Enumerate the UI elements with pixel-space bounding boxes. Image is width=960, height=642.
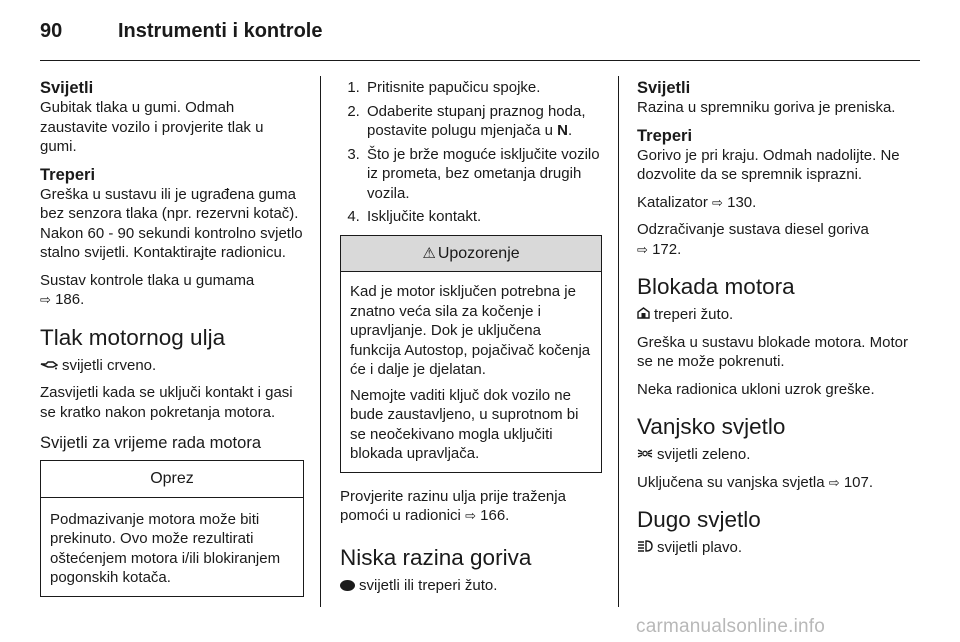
reference-page[interactable]: 186. bbox=[55, 291, 85, 308]
subsection-title: Svijetli za vrijeme rada motora bbox=[40, 434, 261, 452]
treperi-text: Greška u sustavu ili je ugrađena guma bez senzora tlaka (npr. rezervni kotač). Nakon 60 - 90 sekundi kontrolno svjetlo stalno svijetli. Kontaktirajte radionicu. bbox=[40, 185, 303, 261]
high-beam-indicator-line bbox=[637, 538, 920, 558]
lights-page[interactable]: 107. bbox=[843, 473, 874, 491]
catalyst-text: Katalizator bbox=[637, 193, 708, 211]
high-beam-indicator-text: svijetli plavo. bbox=[657, 539, 743, 556]
column-2 bbox=[340, 78, 602, 603]
page-ref-icon: ⇨ bbox=[465, 508, 476, 523]
warning-icon: ⚠ bbox=[422, 244, 436, 262]
fuel-indicator-text: svijetli ili treperi žuto. bbox=[359, 576, 498, 594]
check-text: Provjerite razinu ulja prije traženja pomoći u radionici bbox=[340, 487, 566, 524]
immobilizer-indicator-line bbox=[637, 305, 920, 325]
immobilizer-text-2: Neka radionica ukloni uzrok greške. bbox=[637, 380, 875, 398]
immobilizer-indicator-text: treperi žuto. bbox=[654, 306, 734, 323]
watermark: carmanualsonline.info bbox=[636, 616, 826, 637]
caution-text: Podmazivanje motora može biti prekinuto. Ovo može rezultirati oštećenjem motora i/ili blokiranjem pogonskih kotača. bbox=[50, 510, 281, 586]
page-number: 90 bbox=[40, 20, 63, 42]
oil-indicator-line bbox=[40, 356, 304, 376]
header-rule bbox=[40, 60, 920, 61]
page-header bbox=[40, 20, 920, 50]
treperi-heading: Treperi bbox=[40, 165, 96, 184]
warning-box bbox=[340, 235, 602, 473]
treperi-text: Gorivo je pri kraju. Odmah nadolijte. Ne dozvolite da se spremnik isprazni. bbox=[637, 146, 900, 183]
lights-text: Uključena su vanjska svjetla bbox=[637, 473, 825, 491]
fuel-dot-icon bbox=[340, 580, 355, 591]
reference-text: Sustav kontrole tlaka u gumama bbox=[40, 271, 255, 289]
section-title-low-fuel: Niska razina goriva bbox=[340, 544, 532, 570]
page-ref-icon: ⇨ bbox=[828, 474, 840, 490]
lights-reference bbox=[637, 473, 920, 493]
caution-title: Oprez bbox=[41, 461, 303, 498]
step-item: 3. Što je brže moguće isključite vozilo iz prometa, bez ometanja drugih vozila. bbox=[364, 145, 602, 204]
step-item: 1. Pritisnite papučicu spojke. bbox=[364, 78, 602, 98]
warning-text-2: Nemojte vaditi ključ dok vozilo ne bude zaustavljeno, u suprotnom bi se neočekivano mogla uključiti blokada upravljača. bbox=[350, 386, 579, 462]
catalyst-reference bbox=[637, 193, 920, 213]
page-ref-icon: ⇨ bbox=[637, 241, 648, 257]
section-title-immobilizer: Blokada motora bbox=[637, 274, 795, 299]
section-title-oil-pressure: Tlak motornog ulja bbox=[40, 324, 226, 350]
step-text: Odaberite stupanj praznog hoda, postavite polugu mjenjača u bbox=[367, 102, 586, 139]
page-title: Instrumenti i kontrole bbox=[118, 20, 323, 42]
page-ref-icon: ⇨ bbox=[712, 194, 723, 210]
warning-text-1: Kad je motor isključen potrebna je znatno veća sila za kočenje i upravljanje. Dok je uključena funkcija Autostop, pojačivač kočenja će i dalje je djelatan. bbox=[350, 283, 591, 378]
fuel-indicator-line bbox=[340, 576, 602, 596]
section-title-exterior-light: Vanjsko svjetlo bbox=[637, 414, 786, 439]
oil-check-text bbox=[340, 487, 602, 526]
bleeding-page[interactable]: 172. bbox=[652, 240, 682, 258]
catalyst-page[interactable]: 130. bbox=[727, 193, 757, 211]
warning-title: Upozorenje bbox=[437, 244, 520, 262]
column-divider-1 bbox=[320, 76, 321, 607]
lights-indicator-line bbox=[637, 445, 920, 465]
svijetli-text: Gubitak tlaka u gumi. Odmah zaustavite vozilo i provjerite tlak u gumi. bbox=[40, 99, 264, 155]
svijetli-heading: Svijetli bbox=[40, 79, 94, 97]
column-1 bbox=[40, 78, 304, 597]
lights-indicator-text: svijetli zeleno. bbox=[657, 446, 751, 463]
svijetli-heading: Svijetli bbox=[637, 79, 691, 97]
column-divider-2 bbox=[618, 76, 619, 607]
page-ref-icon: ⇨ bbox=[40, 292, 51, 307]
oil-section-text: Zasvijetli kada se uključi kontakt i gasi se kratko nakon pokretanja motora. bbox=[40, 384, 293, 421]
caution-box bbox=[40, 460, 304, 597]
column-3 bbox=[637, 78, 920, 566]
treperi-heading: Treperi bbox=[637, 126, 693, 145]
step-item: 2. Odaberite stupanj praznog hoda, postavite polugu mjenjača u N. bbox=[364, 102, 602, 141]
immobilizer-icon bbox=[637, 305, 650, 325]
high-beam-icon bbox=[637, 538, 653, 558]
section-title-high-beam: Dugo svjetlo bbox=[637, 507, 761, 532]
warning-header bbox=[341, 236, 601, 273]
check-page[interactable]: 166. bbox=[480, 507, 510, 524]
bleeding-reference bbox=[637, 220, 920, 259]
svijetli-text: Razina u spremniku goriva je preniska. bbox=[637, 99, 896, 116]
oil-indicator-text: svijetli crveno. bbox=[62, 356, 157, 374]
step-item: 4. Isključite kontakt. bbox=[364, 207, 602, 227]
tpms-reference bbox=[40, 271, 304, 310]
immobilizer-text-1: Greška u sustavu blokade motora. Motor se ne može pokrenuti. bbox=[637, 333, 908, 370]
bleeding-text: Odzračivanje sustava diesel goriva bbox=[637, 221, 869, 238]
gear-letter: N bbox=[557, 122, 568, 139]
oil-pressure-icon bbox=[40, 356, 58, 376]
exterior-light-icon bbox=[637, 445, 653, 465]
steps-list bbox=[340, 78, 602, 227]
